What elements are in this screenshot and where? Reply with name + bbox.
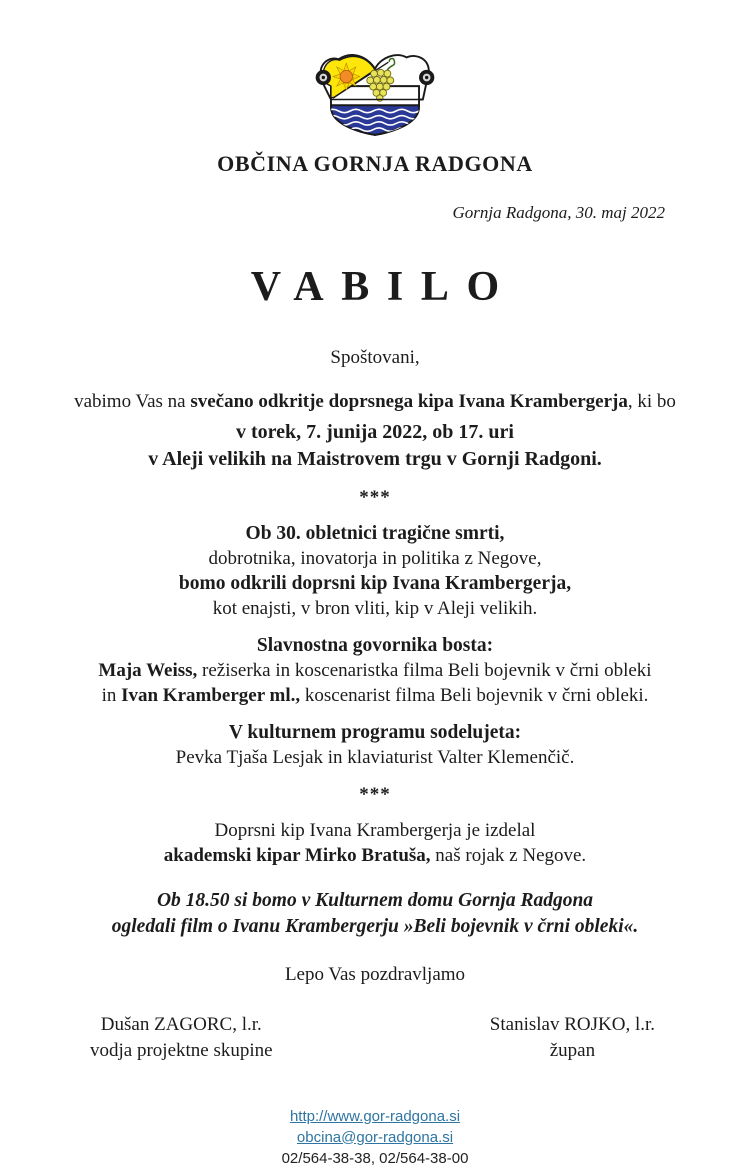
anniversary-line-1: Ob 30. obletnici tragične smrti, — [245, 522, 505, 544]
speakers-line-2 — [0, 683, 750, 708]
signature-left — [90, 1012, 273, 1064]
water-waves — [327, 105, 430, 135]
scroll-curl-right — [419, 70, 434, 85]
org-name: OBČINA GORNJA RADGONA — [217, 150, 533, 176]
speaker-2-name: Ivan Kramberger ml., — [121, 684, 301, 706]
signature-right-name: Stanislav ROJKO, l.r. — [489, 1013, 655, 1035]
film-line-1: Ob 18.50 si bomo v Kulturnem domu Gornja Radgona — [156, 889, 594, 911]
phone-numbers: 02/564-38-38, 02/564-38-00 — [281, 1149, 469, 1167]
event-date-line: v torek, 7. junija 2022, ob 17. uri — [236, 420, 514, 443]
speakers-block — [0, 633, 750, 708]
closing-line: Lepo Vas pozdravljamo — [284, 963, 466, 985]
salutation: Spoštovani, — [330, 346, 420, 368]
signature-left-name: Dušan ZAGORC, l.r. — [100, 1013, 262, 1035]
intro-bold: svečano odkritje doprsnega kipa Ivana Krambergerja — [190, 390, 628, 412]
anniversary-block — [0, 521, 750, 621]
event-place-line: v Aleji velikih na Maistrovem trgu v Gornji Radgoni. — [148, 447, 602, 470]
intro-pre: vabimo Vas na — [74, 390, 191, 412]
sun-icon — [333, 63, 360, 90]
coat-of-arms-icon — [308, 44, 442, 142]
speakers-line-1 — [0, 658, 750, 683]
signature-right — [490, 1012, 655, 1064]
separator-stars-1: *** — [359, 486, 391, 508]
footer-contacts — [0, 1106, 750, 1169]
anniversary-line-3: bomo odkrili doprsni kip Ivana Krambergerja, — [178, 572, 572, 594]
email-link[interactable]: obcina@gor-radgona.si — [296, 1128, 454, 1146]
film-block — [0, 888, 750, 940]
speakers-heading: Slavnostna govornika bosta: — [256, 634, 494, 656]
website-link[interactable]: http://www.gor-radgona.si — [289, 1107, 461, 1125]
sculptor-line-2 — [0, 843, 750, 868]
speaker-1-name: Maja Weiss, — [98, 659, 198, 681]
crest-container — [0, 44, 750, 147]
sculptor-name: akademski kipar Mirko Bratuša, — [163, 844, 431, 866]
separator-stars-2: *** — [359, 783, 391, 805]
sculptor-line-1: Doprsni kip Ivana Krambergerja je izdelal — [214, 819, 536, 841]
intro-paragraph — [0, 391, 750, 413]
film-line-2: ogledali film o Ivanu Krambergerju »Beli bojevnik v črni obleki«. — [111, 915, 639, 937]
sculptor-desc: naš rojak z Negove. — [430, 844, 587, 866]
signatures — [0, 1012, 750, 1064]
anniversary-line-2: dobrotnika, inovatorja in politika z Negove, — [208, 547, 542, 569]
speaker-2-pre: in — [101, 684, 122, 706]
anniversary-line-4: kot enajsti, v bron vliti, kip v Aleji velikih. — [212, 597, 538, 619]
speaker-1-desc: režiserka in koscenaristka filma Beli bojevnik v črni obleki — [197, 659, 652, 681]
program-line: Pevka Tjaša Lesjak in klaviaturist Valter Klemenčič. — [175, 746, 575, 768]
invitation-document — [0, 44, 750, 1167]
sculptor-block — [0, 818, 750, 868]
program-block — [0, 720, 750, 770]
speaker-2-desc: koscenarist filma Beli bojevnik v črni obleki. — [300, 684, 649, 706]
signature-left-role: vodja projektne skupine — [90, 1039, 273, 1061]
event-details — [0, 419, 750, 473]
page-title: VABILO — [250, 263, 517, 310]
scroll-curl-left — [316, 70, 331, 85]
signature-right-role: župan — [549, 1039, 596, 1061]
dateline: Gornja Radgona, 30. maj 2022 — [452, 202, 665, 222]
program-heading: V kulturnem programu sodelujeta: — [228, 721, 522, 743]
intro-post: , ki bo — [627, 390, 676, 412]
